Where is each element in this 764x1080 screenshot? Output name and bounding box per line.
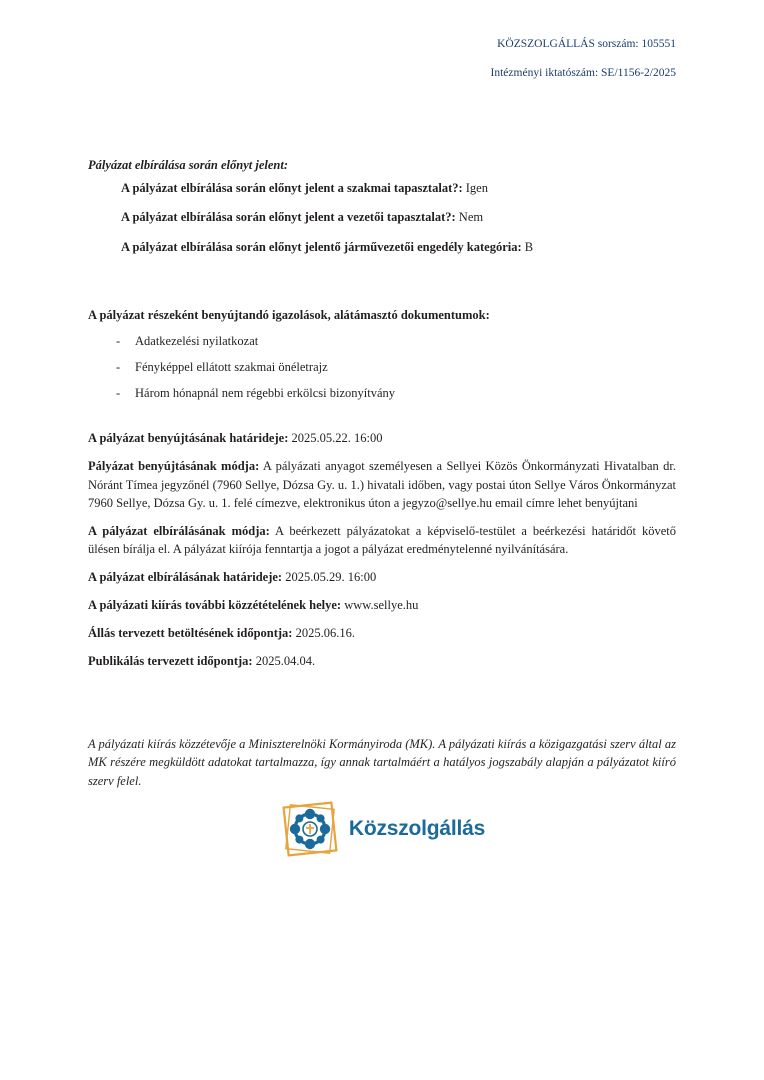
advantage-answer: Nem [458, 210, 484, 225]
publication-place-value: www.sellye.hu [344, 598, 419, 613]
footer-note: A pályázati kiírás közzétevője a Miniszterelnöki Kormányiroda (MK). A pályázati kiírás a közigazgatási szerv által az MK részére megküldött adatokat tartalmazza, így annak tartalmáért a hatályos jogszabály alapján a pályázatot kiíró szerv felel. [88, 736, 676, 788]
evaluation-deadline-row [88, 568, 676, 586]
submission-method-label: Pályázat benyújtásának módja: [88, 459, 260, 474]
kozszolgallas-logo-icon [279, 798, 341, 860]
kozszolgallas-serial: KÖZSZOLGÁLLÁS sorszám: 105551 [497, 38, 676, 50]
publish-date-value: 2025.04.04. [255, 654, 316, 669]
submission-method-row [88, 457, 676, 511]
advantage-item [121, 238, 676, 257]
advantage-question: A pályázat elbírálása során előnyt jelent a szakmai tapasztalat?: [121, 181, 463, 195]
advantage-question: A pályázat elbírálása során előnyt jelentő járművezetői engedély kategória: [121, 239, 522, 254]
advantage-answer: B [524, 239, 534, 254]
start-date-row [88, 624, 676, 642]
advantage-answer: Igen [465, 181, 488, 195]
evaluation-deadline-value: 2025.05.29. 16:00 [285, 570, 377, 584]
publication-place-row [88, 596, 676, 614]
institution-registration-number: Intézményi iktatószám: SE/1156-2/2025 [490, 66, 676, 79]
evaluation-deadline-label: A pályázat elbírálásának határideje: [88, 570, 283, 584]
documents-list [88, 334, 676, 401]
submission-deadline-row [88, 429, 676, 447]
evaluation-method-value: A beérkezett pályázatokat a képviselő-testület a beérkezési határidőt követő ülésen bírálja el. A pályázat kiírója fenntartja a jogot a pályázat eredménytelenné nyilvánítására. [88, 523, 676, 556]
documents-heading: A pályázat részeként benyújtandó igazolások, alátámasztó dokumentumok: [88, 308, 490, 323]
advantage-item [121, 179, 676, 198]
publish-date-row [88, 652, 676, 670]
publication-place-label: A pályázati kiírás további közzétételének helye: [88, 598, 342, 613]
kozszolgallas-logo [88, 798, 676, 860]
evaluation-method-label: A pályázat elbírálásának módja: [88, 523, 270, 538]
advantage-item [121, 208, 676, 227]
submission-deadline-label: A pályázat benyújtásának határideje: [88, 431, 289, 446]
start-date-label: Állás tervezett betöltésének időpontja: [88, 626, 293, 641]
advantage-question: A pályázat elbírálása során előnyt jelent a vezetői tapasztalat?: [121, 210, 456, 225]
evaluation-method-row [88, 522, 676, 558]
submission-method-value: A pályázati anyagot személyesen a Sellyei Közös Önkormányzati Hivatalban dr. Nóránt Tímea jegyzőnél (7960 Sellye, Dózsa Gy. u. 1.) hivatali időben, vagy postai úton Sellye Város Önkormányzat 7960 Sellye, Dózsa Gy. u. 1. felé címezve, elektronikus úton a jegyzo@sellye.hu email címre lehet benyújtani [88, 459, 677, 510]
document-body [88, 158, 677, 840]
submission-deadline-value: 2025.05.22. 16:00 [291, 431, 383, 446]
advantages-heading: Pályázat elbírálása során előnyt jelent: [88, 158, 288, 172]
publish-date-label: Publikálás tervezett időpontja: [88, 654, 253, 669]
kozszolgallas-logo-text: Közszolgállás [348, 817, 486, 840]
list-item: - Három hónapnál nem régebbi erkölcsi bizonyítvány [88, 386, 676, 401]
list-item: - Adatkezelési nyilatkozat [88, 334, 676, 349]
start-date-value: 2025.06.16. [295, 626, 355, 641]
list-item: - Fényképpel ellátott szakmai önéletrajz [88, 360, 676, 375]
document-header [491, 38, 676, 79]
